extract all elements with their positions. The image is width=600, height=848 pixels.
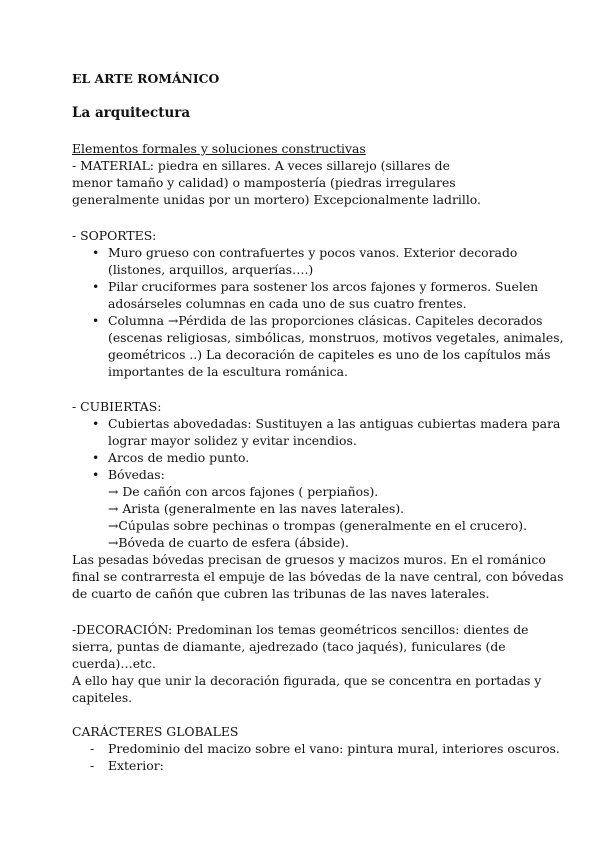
text-line: (escenas religiosas, simbólicas, monstruos, motivos vegetales, animales,: [108, 330, 564, 345]
dash-marker: -: [90, 741, 95, 756]
bovedas-sublist: [72, 483, 542, 551]
text-line: generalmente unidas por un mortero) Excepcionalmente ladrillo.: [72, 192, 481, 207]
text-line: -DECORACIÓN: Predominan los temas geométricos sencillos: dientes de: [72, 622, 529, 637]
text-line: adosárseles columnas en cada uno de sus cuatro frentes.: [108, 296, 467, 311]
list-item: [72, 466, 542, 483]
bullet-icon: •: [92, 245, 100, 260]
text-line: (listones, arquillos, arquerías….): [108, 262, 314, 277]
soportes-heading: - SOPORTES:: [72, 228, 157, 243]
text-line: sierra, puntas de diamante, ajedrezado (taco jaqués), funiculares (de: [72, 639, 506, 654]
globales-list: [72, 740, 560, 774]
text-line: Muro grueso con contrafuertes y pocos vanos. Exterior decorado: [108, 245, 518, 260]
text-line: capiteles.: [72, 690, 133, 705]
text-line: geométricos ..) La decoración de capiteles es uno de los capítulos más: [108, 347, 551, 362]
bullet-icon: •: [92, 279, 100, 294]
text-line: importantes de la escultura románica.: [108, 364, 348, 379]
material-paragraph: [72, 157, 542, 208]
bullet-icon: •: [92, 450, 100, 465]
section-subtitle: La arquitectura: [72, 105, 191, 121]
decoracion-paragraph: [72, 621, 542, 706]
text-line: menor tamaño y calidad) o mampostería (piedras irregulares: [72, 175, 456, 190]
text-line: Predominio del macizo sobre el vano: pintura mural, interiores oscuros.: [108, 741, 560, 756]
bovedas-item: →Bóveda de cuarto de esfera (ábside).: [108, 535, 349, 550]
list-item: [72, 757, 542, 774]
text-line: Cubiertas abovedadas: Sustituyen a las antiguas cubiertas madera para: [108, 416, 561, 431]
bovedas-paragraph: [72, 551, 564, 602]
bovedas-item: → Arista (generalmente en las naves laterales).: [108, 501, 405, 516]
bullet-icon: •: [92, 416, 100, 431]
text-line: final se contrarresta el empuje de las bóvedas de la nave central, con bóvedas: [72, 569, 564, 584]
text-line: de cuarto de cañón que cubren las tribunas de las naves laterales.: [72, 586, 490, 601]
text-line: Las pesadas bóvedas precisan de gruesos y macizos muros. En el románico: [72, 552, 546, 567]
list-item: [72, 244, 542, 278]
list-item: [72, 312, 564, 380]
list-item: [72, 449, 542, 466]
text-line: Columna →Pérdida de las proporciones clásicas. Capiteles decorados: [108, 313, 543, 328]
text-line: Arcos de medio punto.: [108, 450, 250, 465]
text-line: A ello hay que unir la decoración figurada, que se concentra en portadas y: [72, 673, 542, 688]
text-line: - MATERIAL: piedra en sillares. A veces sillarejo (sillares de: [72, 158, 450, 173]
list-item: [72, 415, 561, 449]
dash-marker: -: [90, 758, 95, 773]
bullet-icon: •: [92, 467, 100, 482]
text-line: Exterior:: [108, 758, 164, 773]
section-heading: Elementos formales y soluciones constructivas: [72, 141, 366, 156]
cubiertas-list: [72, 415, 561, 483]
cubiertas-heading: - CUBIERTAS:: [72, 399, 162, 414]
bovedas-item: → De cañón con arcos fajones ( perpiaños).: [108, 484, 379, 499]
soportes-list: [72, 244, 564, 380]
list-item: [72, 740, 560, 757]
document-title: EL ARTE ROMÁNICO: [72, 71, 220, 86]
list-item: [72, 278, 542, 312]
text-line: Pilar cruciformes para sostener los arcos fajones y formeros. Suelen: [108, 279, 539, 294]
text-line: lograr mayor solidez y evitar incendios.: [108, 433, 357, 448]
bovedas-item: →Cúpulas sobre pechinas o trompas (generalmente en el crucero).: [108, 518, 528, 533]
text-line: cuerda)…etc.: [72, 656, 156, 671]
text-line: Bóvedas:: [108, 467, 165, 482]
bullet-icon: •: [92, 313, 100, 328]
globales-heading: CARÁCTERES GLOBALES: [72, 724, 239, 739]
